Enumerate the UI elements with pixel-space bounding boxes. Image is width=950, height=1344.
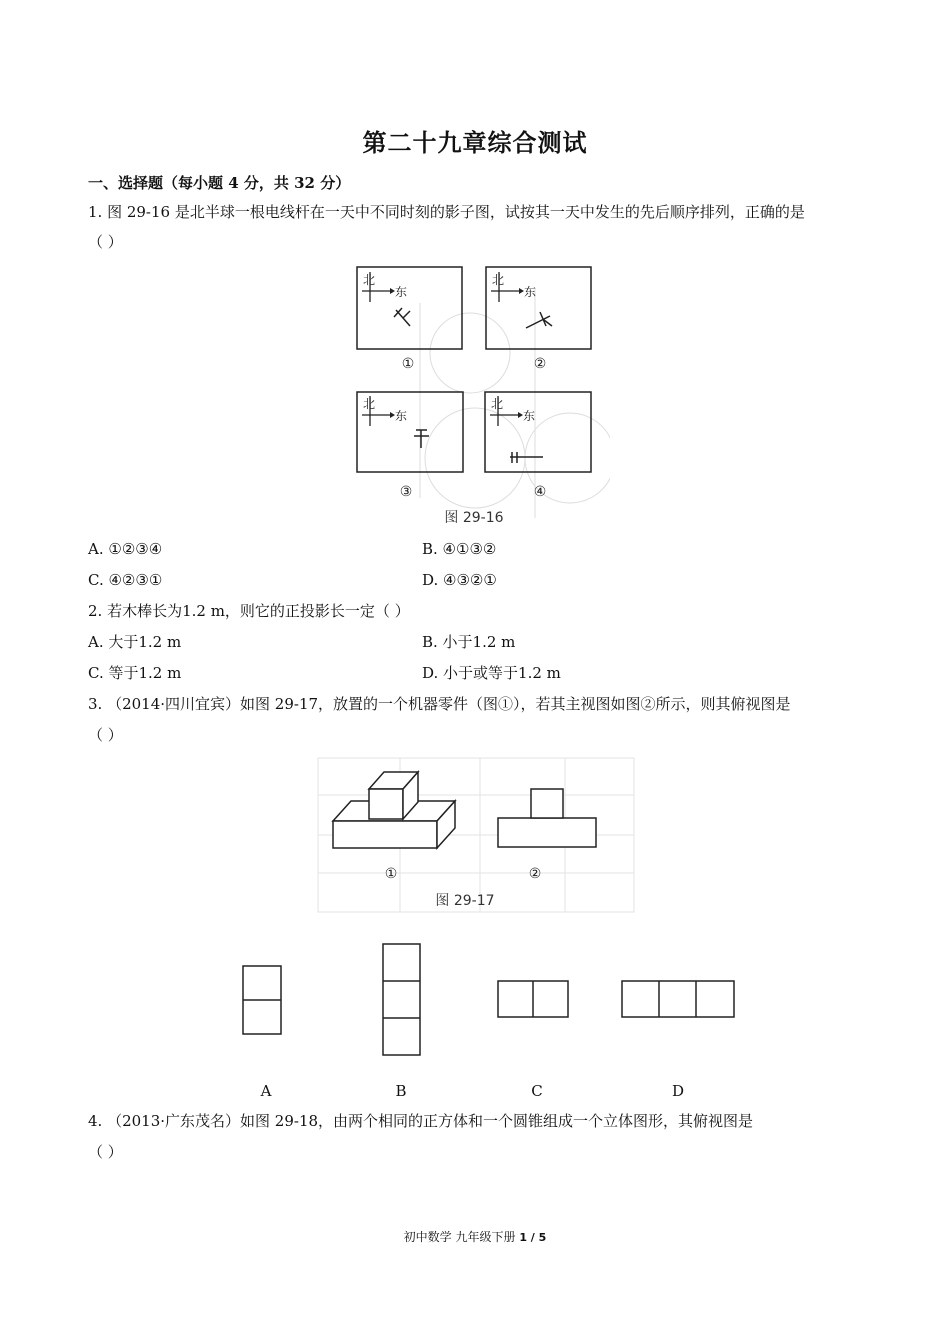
east-label: 东 (395, 285, 408, 299)
figure-number: ① (384, 866, 398, 882)
east-label: 东 (523, 409, 536, 423)
pole-shadow (394, 308, 410, 326)
choice-c-figure (498, 981, 568, 1017)
option-b: B. ④①③② (422, 540, 497, 558)
question-2-stem: 2. 若木棒长为1.2 m，则它的正投影长一定（ ） (88, 602, 410, 620)
section-heading: 一、选择题（每小题 4 分，共 32 分） (88, 174, 351, 192)
option-c: C. 等于1.2 m (88, 664, 182, 682)
option-c: C. ④②③① (88, 571, 163, 589)
panel-number: ① (401, 356, 415, 372)
question-3-stem: 3. （2014·四川宜宾）如图 29-17，放置的一个机器零件（图①），若其主视图如图②所示，则其俯视图是 (88, 695, 791, 713)
pole-shadow (510, 452, 543, 463)
north-label: 北 (491, 397, 504, 411)
option-b: B. 小于1.2 m (422, 633, 516, 651)
figure-caption: 图 29-16 (444, 510, 504, 526)
east-label: 东 (524, 285, 537, 299)
page-footer (0, 1228, 950, 1245)
choice-a-figure (243, 966, 281, 1034)
pole-shadow (526, 312, 552, 328)
answer-choice-figures (230, 938, 750, 1066)
choice-label-c: C (531, 1082, 543, 1100)
option-d: D. 小于或等于1.2 m (422, 664, 561, 682)
page-number: 1 / 5 (519, 1231, 547, 1244)
figure-caption: 图 29-17 (435, 893, 495, 909)
north-label: 北 (363, 273, 376, 287)
figure-29-17 (315, 755, 637, 915)
page-title: 第二十九章综合测试 (362, 128, 588, 157)
panel-number: ③ (399, 484, 413, 500)
choice-label-a: A (260, 1082, 272, 1100)
panel-3 (357, 392, 463, 500)
figure-29-16 (340, 258, 610, 530)
panel-number: ② (533, 356, 547, 372)
panel-1 (357, 267, 462, 372)
north-label: 北 (363, 397, 376, 411)
question-4-paren: （ ） (88, 1143, 123, 1161)
front-view (498, 789, 596, 847)
question-4-stem: 4. （2013·广东茂名）如图 29-18，由两个相同的正方体和一个圆锥组成一个立体图形，其俯视图是 (88, 1112, 754, 1130)
question-1-paren: （ ） (88, 233, 123, 251)
panel-4 (485, 392, 591, 500)
figure-number: ② (528, 866, 542, 882)
choice-label-b: B (395, 1082, 407, 1100)
question-1-stem: 1. 图 29-16 是北半球一根电线杆在一天中不同时刻的影子图，试按其一天中发生的先后顺序排列，正确的是 (88, 203, 805, 221)
north-label: 北 (492, 273, 505, 287)
question-3-paren: （ ） (88, 726, 123, 744)
panel-2 (486, 267, 591, 372)
footer-subject: 初中数学 九年级下册 (403, 1230, 516, 1244)
panel-number: ④ (533, 484, 547, 500)
choice-d-figure (622, 981, 734, 1017)
east-label: 东 (395, 409, 408, 423)
choice-label-d: D (671, 1082, 685, 1100)
choice-b-figure (383, 944, 420, 1055)
machine-part-solid (333, 772, 455, 848)
option-a: A. ①②③④ (88, 540, 163, 558)
scan-background (420, 288, 610, 518)
option-a: A. 大于1.2 m (88, 633, 182, 651)
option-d: D. ④③②① (422, 571, 497, 589)
